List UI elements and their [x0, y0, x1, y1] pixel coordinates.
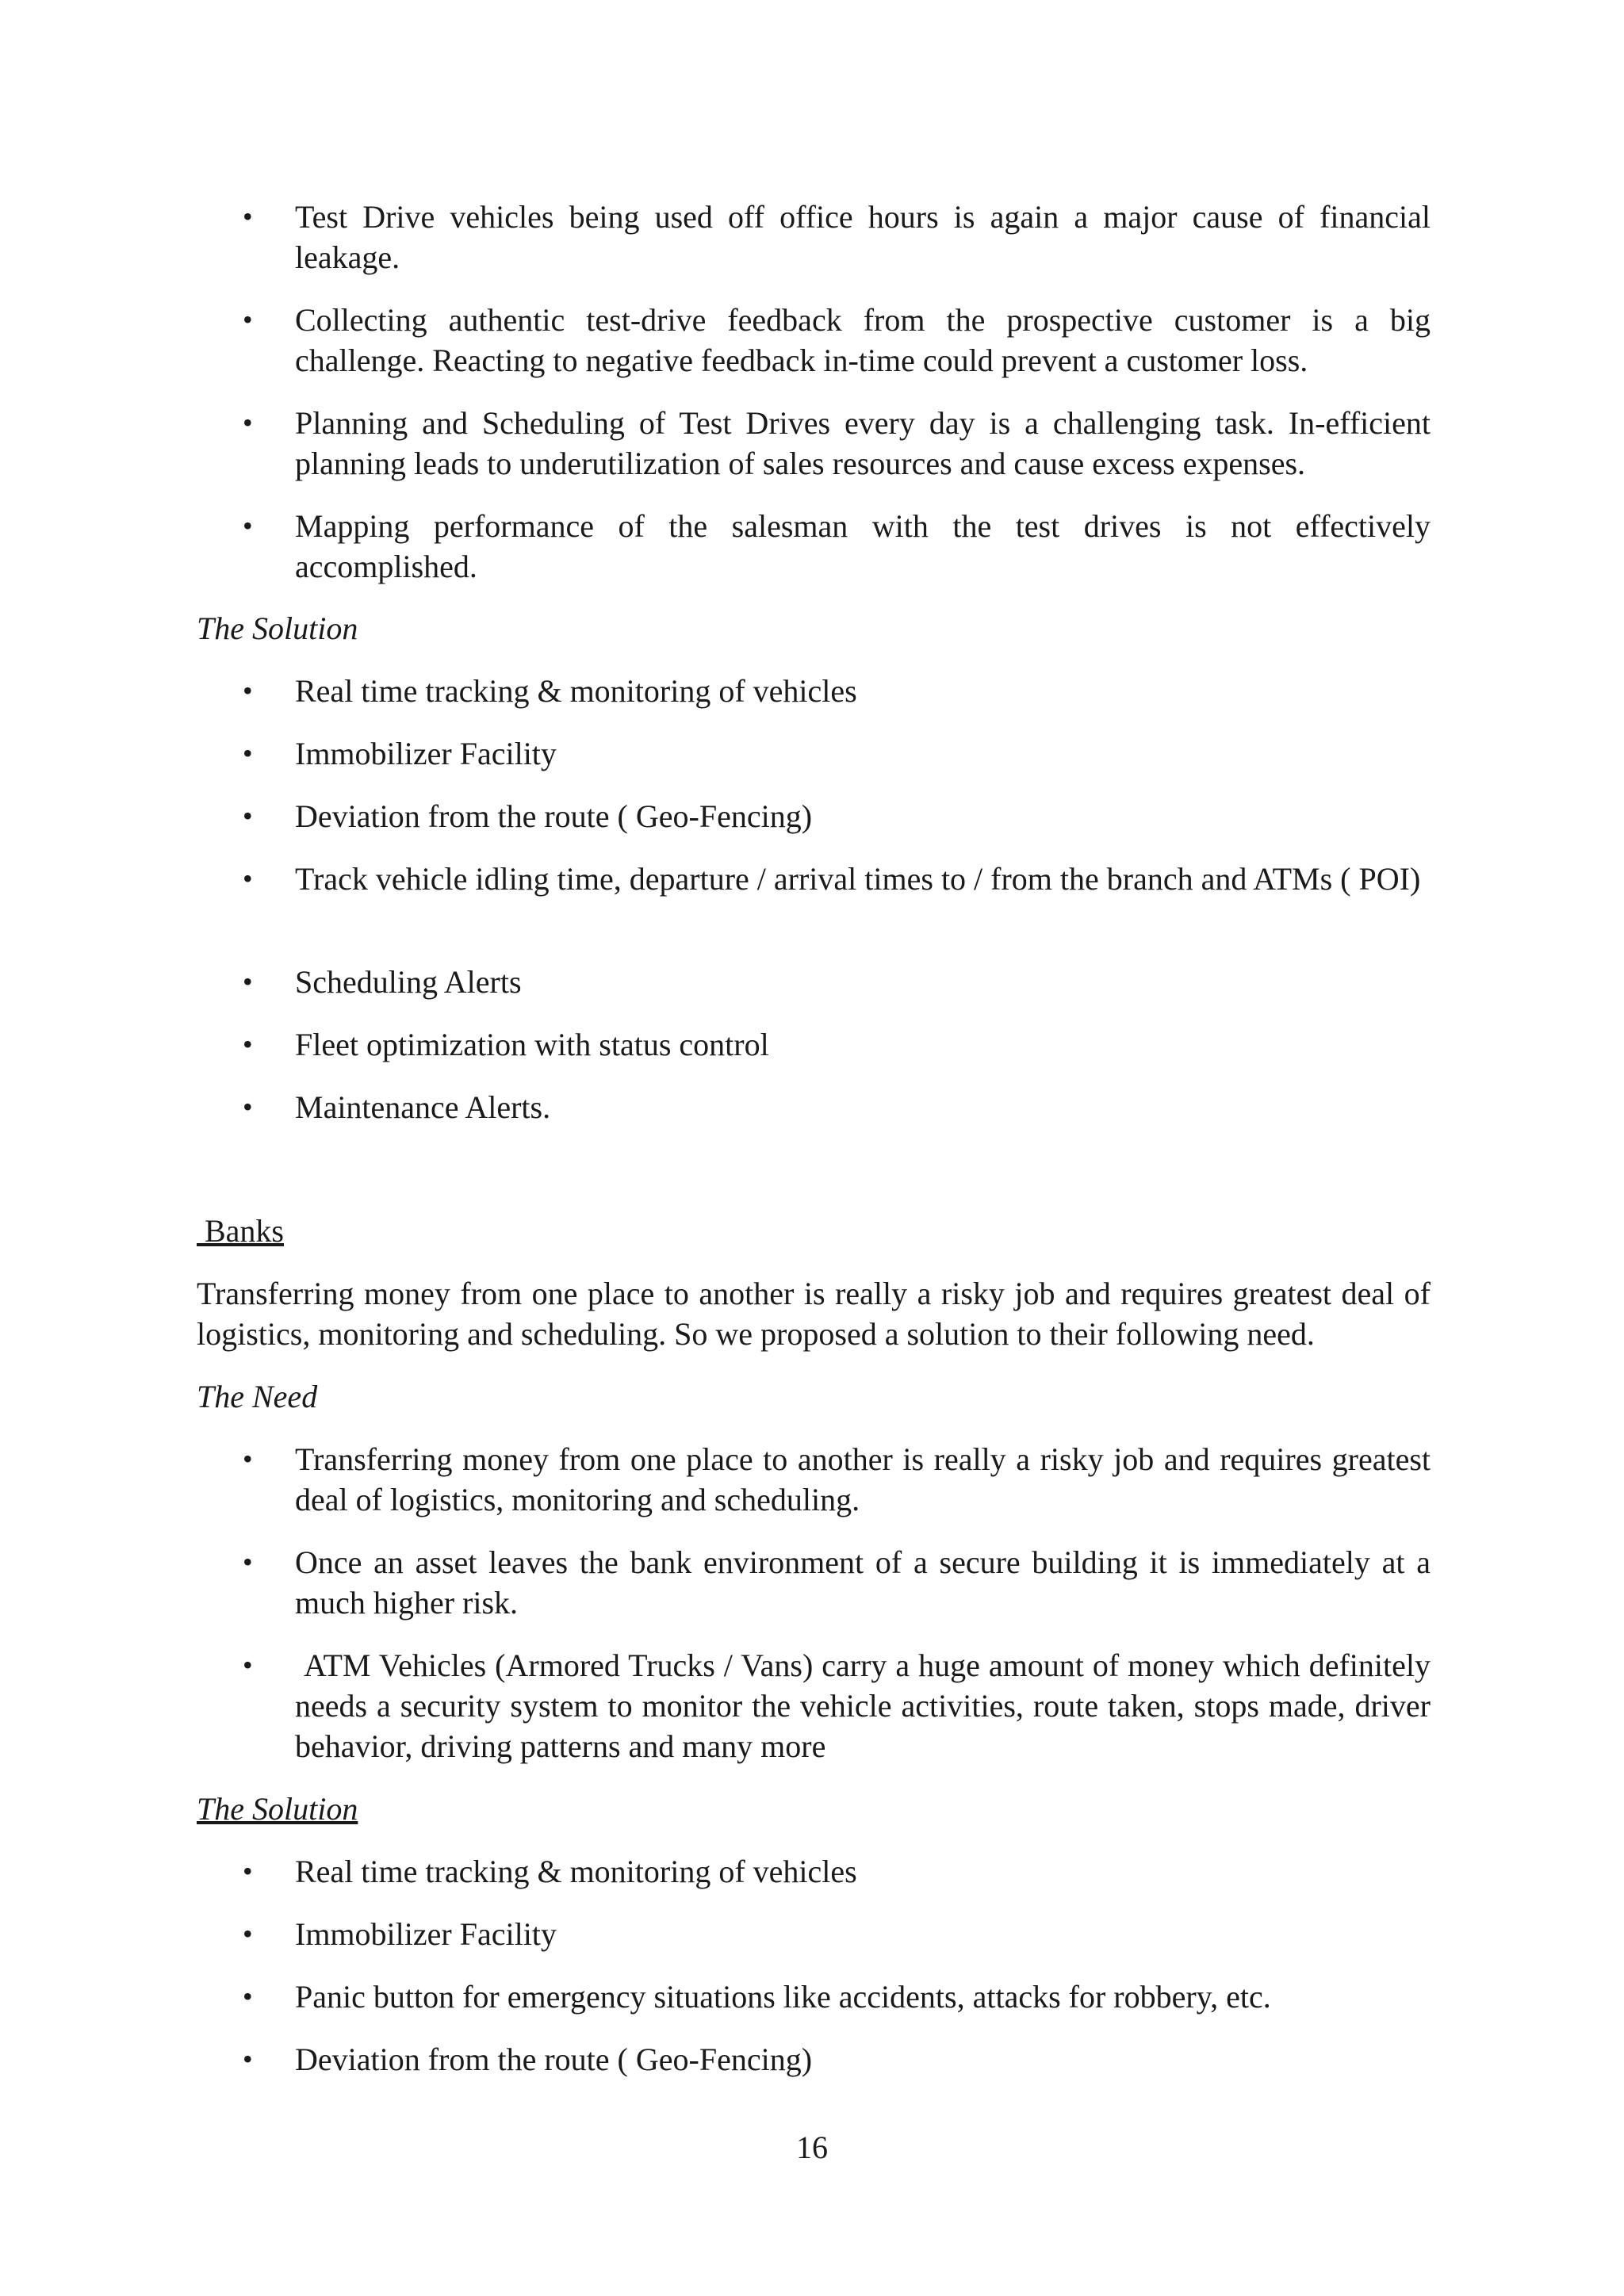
need-heading: The Need: [197, 1379, 318, 1414]
bullet-marker: •: [243, 1918, 253, 1950]
bullet-marker: •: [243, 1980, 253, 2012]
list-item: Transferring money from one place to another is really a risky job and requires greatest deal of logistics, monitoring and scheduling.: [295, 1441, 1431, 1517]
list-item: Planning and Scheduling of Test Drives every day is a challenging task. In-efficient planning leads to underutilization of sales resources and cause excess expenses.: [295, 405, 1431, 481]
list-item: Deviation from the route ( Geo-Fencing): [295, 798, 813, 834]
banks-heading: Banks: [197, 1213, 284, 1249]
bullet-marker: •: [243, 510, 253, 541]
bullet-marker: •: [243, 304, 253, 335]
list-item: Fleet optimization with status control: [295, 1027, 769, 1062]
bullet-marker: •: [243, 737, 253, 769]
list-item: Deviation from the route ( Geo-Fencing): [295, 2042, 813, 2077]
bullet-marker: •: [243, 675, 253, 706]
bullet-marker: •: [243, 1546, 253, 1578]
bullet-marker: •: [243, 407, 253, 438]
bullet-marker: •: [243, 863, 253, 894]
bullet-marker: •: [243, 1855, 253, 1887]
list-item: Maintenance Alerts.: [295, 1089, 551, 1125]
page-number: 16: [796, 2130, 828, 2165]
bullet-marker: •: [243, 2043, 253, 2075]
list-item: ATM Vehicles (Armored Trucks / Vans) carry a huge amount of money which definitely needs a security system to monitor the vehicle activities, route taken, stops made, driver behavior, driving patterns and many more: [295, 1647, 1438, 1764]
bullet-marker: •: [243, 201, 253, 232]
solution-heading: The Solution: [197, 610, 358, 646]
bullet-marker: •: [243, 800, 253, 832]
list-item: Collecting authentic test-drive feedback from the prospective customer is a big challenge. Reacting to negative feedback in-time could prevent a customer loss.: [295, 302, 1431, 378]
list-item: Scheduling Alerts: [295, 964, 522, 1000]
bullet-marker: •: [243, 1443, 253, 1475]
list-item: Once an asset leaves the bank environment of a secure building it is immediately at a much higher risk.: [295, 1544, 1431, 1621]
list-item: Immobilizer Facility: [295, 736, 557, 771]
list-item: Track vehicle idling time, departure / arrival times to / from the branch and ATMs ( POI): [295, 861, 1421, 897]
bullet-marker: •: [243, 1649, 253, 1681]
list-item: Real time tracking & monitoring of vehicles: [295, 673, 857, 709]
list-item: Immobilizer Facility: [295, 1916, 557, 1952]
bullet-marker: •: [243, 1028, 253, 1060]
banks-solution-heading: The Solution: [197, 1791, 358, 1827]
banks-intro: Transferring money from one place to another is really a risky job and requires greatest deal of logistics, monitoring and scheduling. So we proposed a solution to their following need.: [197, 1276, 1431, 1352]
list-item: Panic button for emergency situations like accidents, attacks for robbery, etc.: [295, 1979, 1271, 2015]
list-item: Test Drive vehicles being used off office hours is again a major cause of financial leakage.: [295, 199, 1431, 275]
bullet-marker: •: [243, 1091, 253, 1123]
bullet-marker: •: [243, 966, 253, 997]
list-item: Mapping performance of the salesman with the test drives is not effectively accomplished.: [295, 508, 1431, 584]
list-item: Real time tracking & monitoring of vehicles: [295, 1854, 857, 1889]
